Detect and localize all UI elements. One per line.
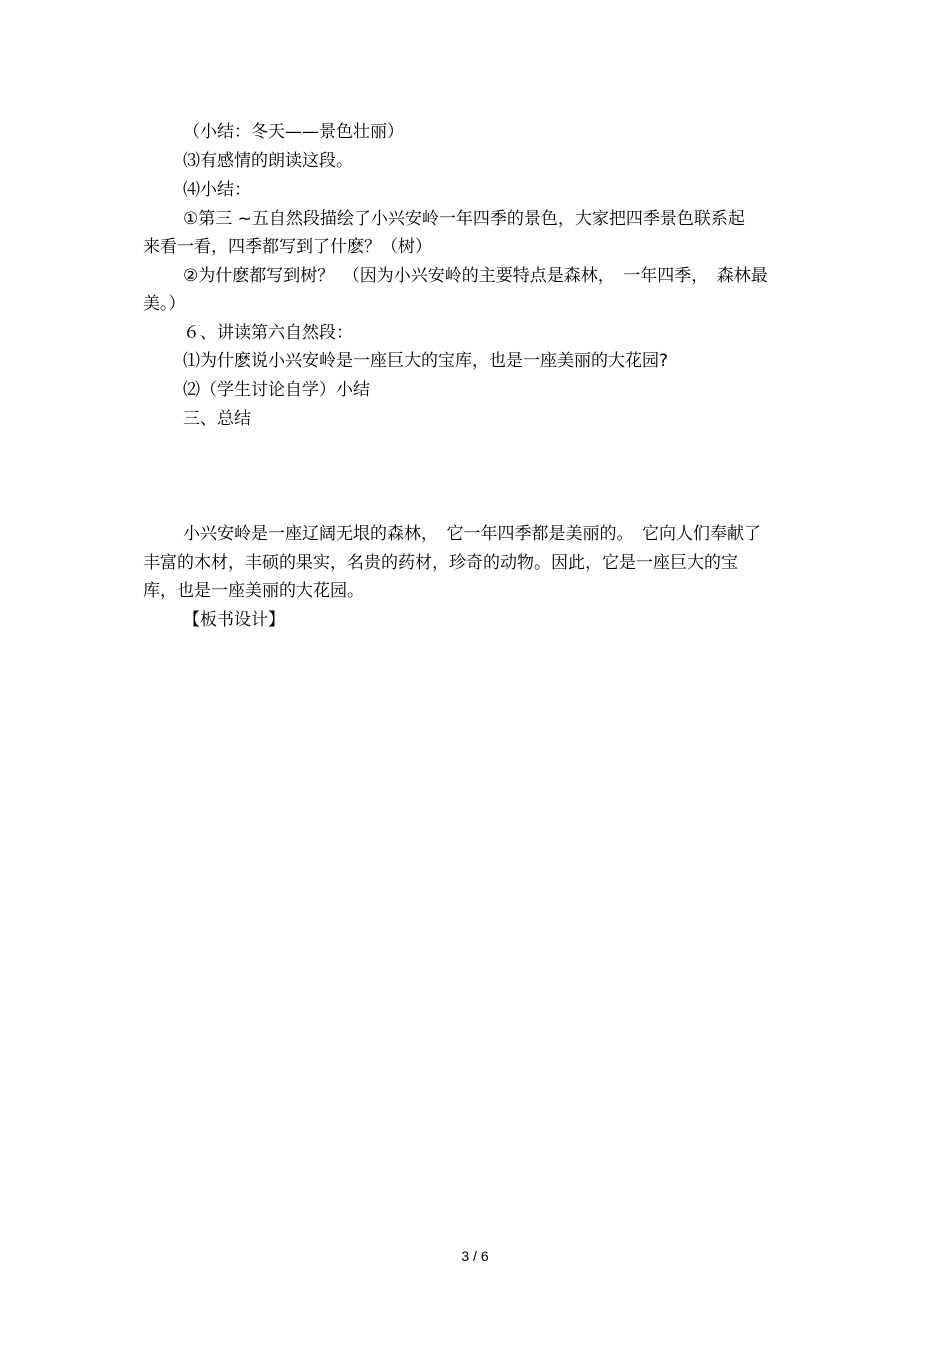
summary-point-1-line-1: ①第三 ~五自然段描绘了小兴安岭一年四季的景色，大家把四季景色联系起 bbox=[183, 209, 745, 229]
section-6-question-1: ⑴为什麽说小兴安岭是一座巨大的宝库，也是一座美丽的大花园? bbox=[183, 351, 669, 371]
summary-winter: （小结：冬天——景色壮丽） bbox=[183, 122, 404, 142]
section-6-question-2: ⑵（学生讨论自学）小结 bbox=[183, 380, 370, 400]
part-3-heading: 三、总结 bbox=[183, 409, 251, 429]
summary-point-2-line-1: ②为什麽都写到树？ （因为小兴安岭的主要特点是森林， 一年四季， 森林最 bbox=[183, 266, 768, 286]
page-number: 3 / 6 bbox=[461, 1248, 489, 1264]
section-6-heading: ６、讲读第六自然段： bbox=[183, 323, 353, 343]
summary-point-1-line-2: 来看一看，四季都写到了什麽？（树） bbox=[143, 237, 432, 257]
conclusion-line-3: 库，也是一座美丽的大花园。 bbox=[143, 581, 364, 601]
step-3-read-aloud: ⑶有感情的朗读这段。 bbox=[183, 151, 353, 171]
conclusion-line-1: 小兴安岭是一座辽阔无垠的森林， 它一年四季都是美丽的。 它向人们奉献了 bbox=[183, 524, 761, 544]
conclusion-line-2: 丰富的木材，丰硕的果实，名贵的药材，珍奇的动物。因此，它是一座巨大的宝 bbox=[143, 553, 738, 573]
step-4-summary: ⑷小结： bbox=[183, 180, 251, 200]
board-design-heading: 【板书设计】 bbox=[183, 610, 285, 630]
summary-point-2-line-2: 美。） bbox=[143, 294, 186, 314]
